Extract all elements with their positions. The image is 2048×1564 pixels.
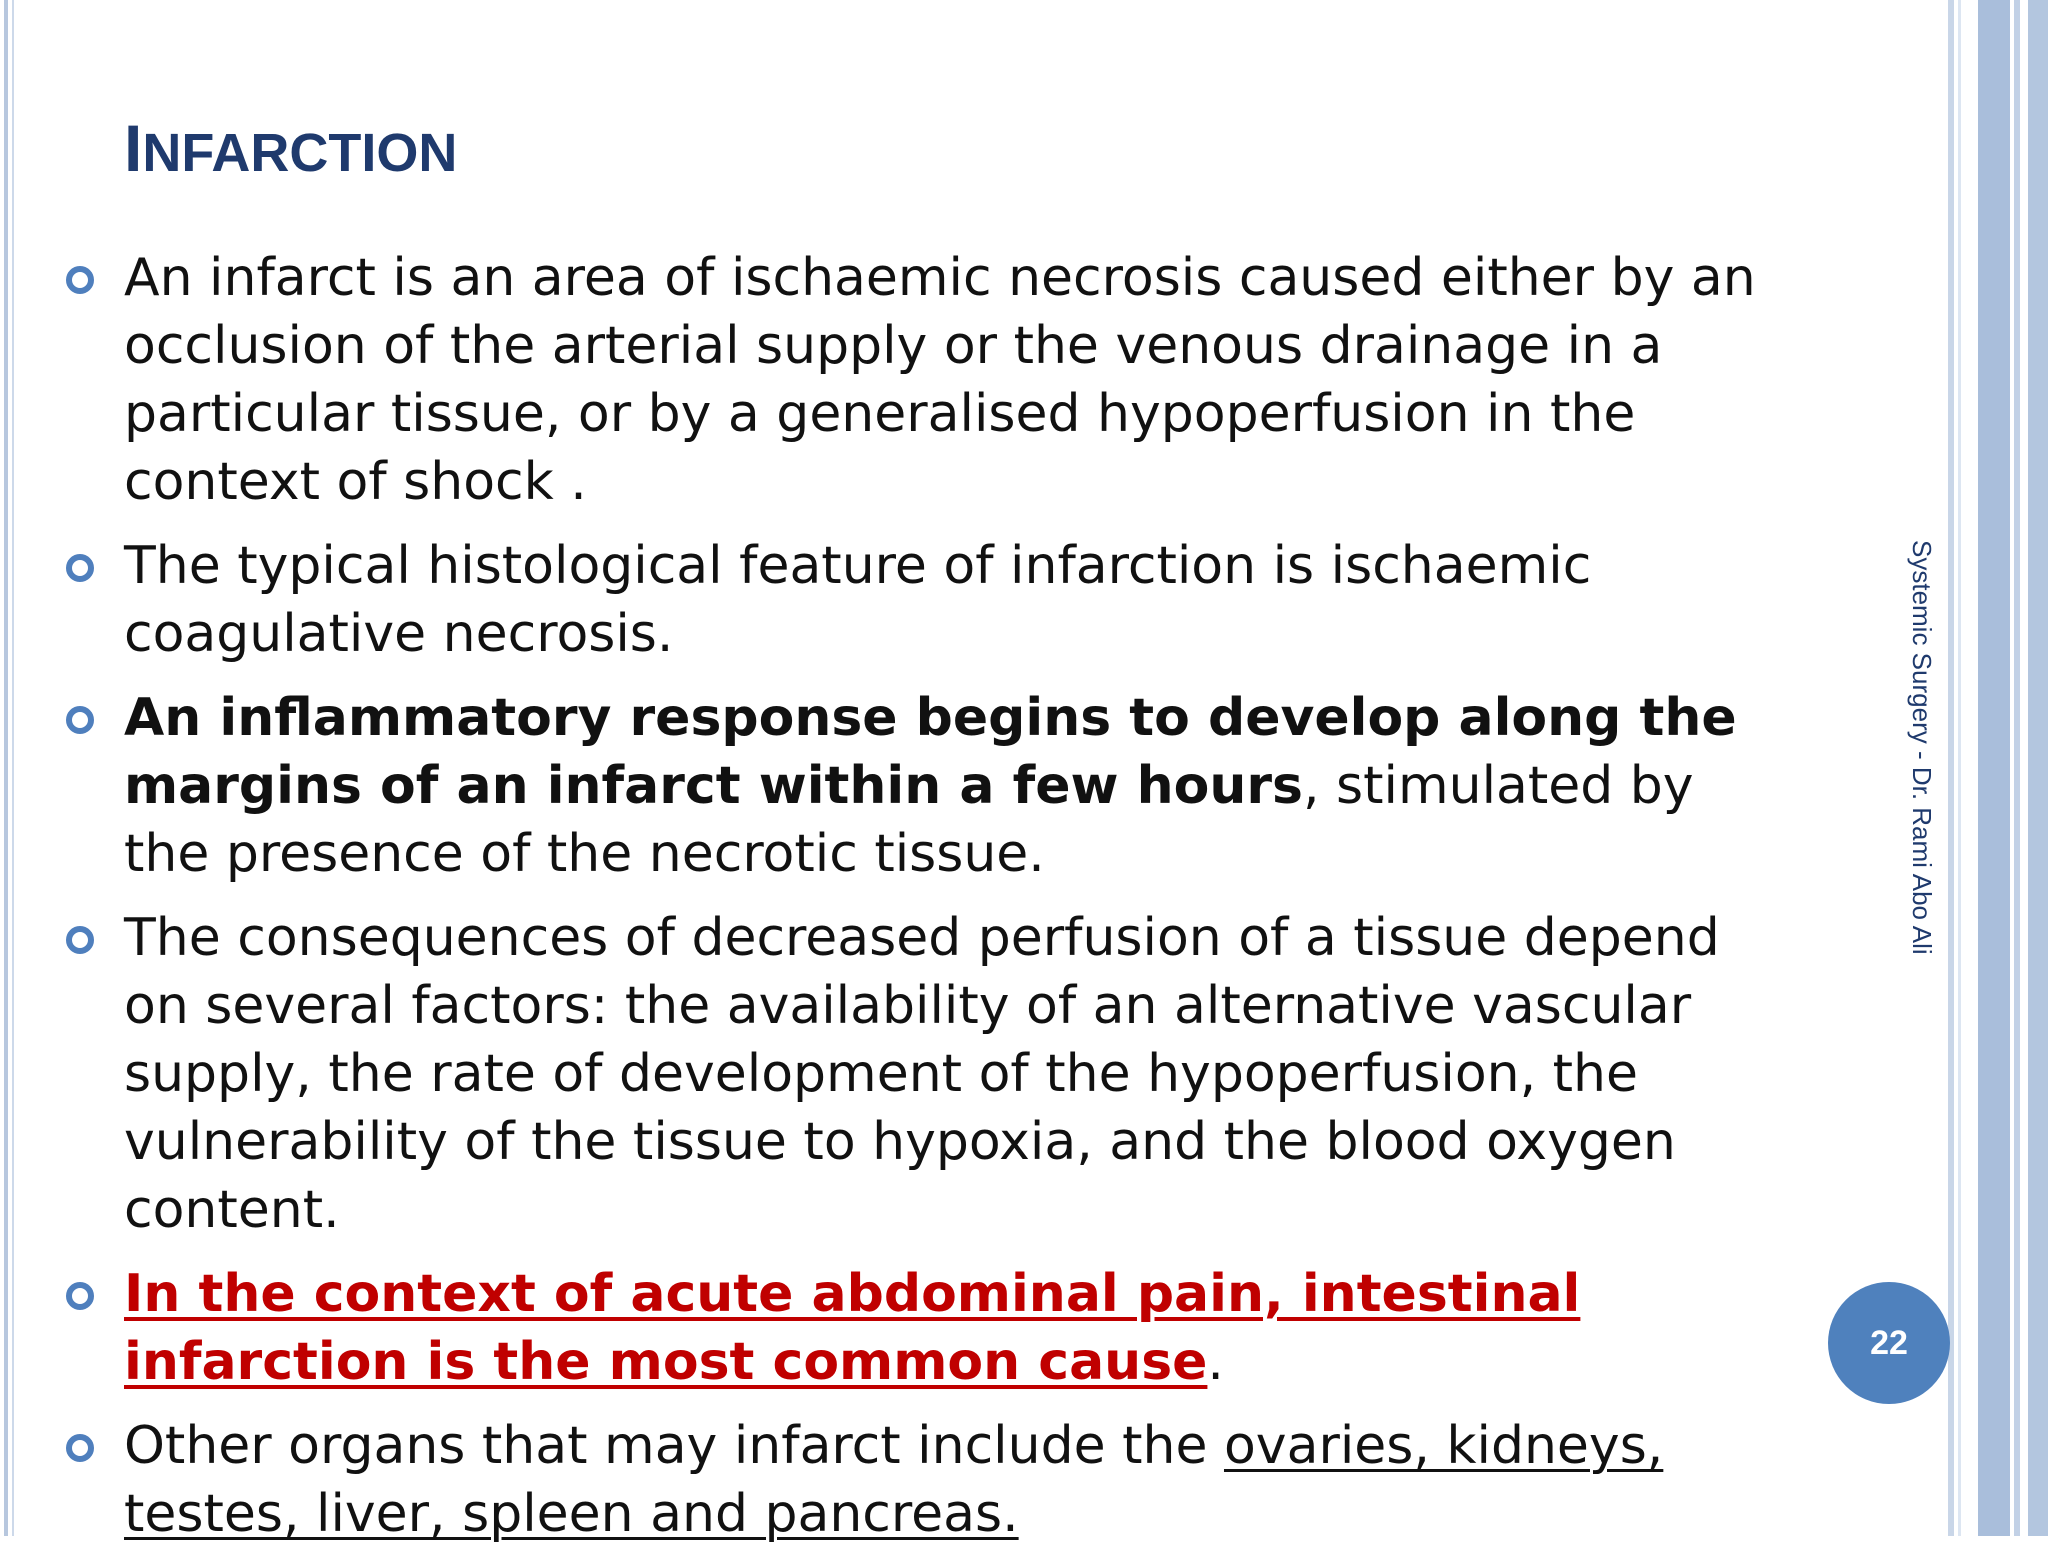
bullet-marker-icon [66, 926, 94, 954]
right-bar [1958, 0, 1961, 1536]
bullet-item [56, 1412, 1776, 1548]
bullet-bold-text: An inflammatory response begins to develop along the margins of an infarct within a few hours [124, 688, 1737, 816]
bullet-marker-icon [66, 266, 94, 294]
right-bar [2028, 0, 2048, 1536]
right-decorative-bars [1948, 0, 2048, 1536]
bullet-red-emphasis: In the context of acute abdominal pain, intestinal infarction is the most common cause [124, 1264, 1581, 1392]
slide-title [124, 108, 457, 193]
slide-title-rest: NFARCTION [142, 123, 458, 183]
bullet-marker-icon [66, 706, 94, 734]
bullet-marker-icon [66, 554, 94, 582]
bullet-item [56, 244, 1776, 516]
bullet-item [56, 532, 1776, 668]
bullet-text: An infarct is an area of ischaemic necrosis caused either by an occlusion of the arterial supply or the venous drainage in a particular tissue, or by a generalised hypoperfusion in the context of shock . [124, 248, 1756, 512]
bullet-text: The consequences of decreased perfusion of a tissue depend on several factors: the availability of an alternative vascular supply, the rate of development of the hypoperfusion, the vulnerability of the tissue to hypoxia, and the blood oxygen content. [124, 908, 1720, 1240]
bullet-item [56, 1260, 1776, 1396]
left-decorative-border [0, 0, 22, 1536]
bullet-text: . [1207, 1332, 1224, 1392]
bullet-text: , stimulated by the presence of the necrotic tissue. [124, 756, 1694, 884]
bullet-text: The typical histological feature of infarction is ischaemic coagulative necrosis. [124, 536, 1592, 664]
left-border-line-thin [12, 0, 14, 1536]
slide-title-initial: I [124, 111, 143, 185]
bullet-marker-icon [66, 1282, 94, 1310]
right-bar [1948, 0, 1954, 1536]
bullet-underlined-text: ovaries, kidneys, testes, liver, spleen and pancreas. [124, 1416, 1664, 1544]
right-bar [2014, 0, 2020, 1536]
page-number-badge [1828, 1282, 1950, 1404]
page-number: 22 [1870, 1323, 1908, 1362]
bullet-marker-icon [66, 1434, 94, 1462]
side-footer-label: Systemic Surgery - Dr. Rami Abo Ali [1907, 540, 1937, 955]
bullet-list [56, 244, 1776, 1564]
bullet-item [56, 904, 1776, 1244]
right-bar [1978, 0, 2010, 1536]
bullet-text: Other organs that may infarct include the [124, 1416, 1224, 1476]
left-border-line [4, 0, 8, 1536]
bullet-item [56, 684, 1776, 888]
